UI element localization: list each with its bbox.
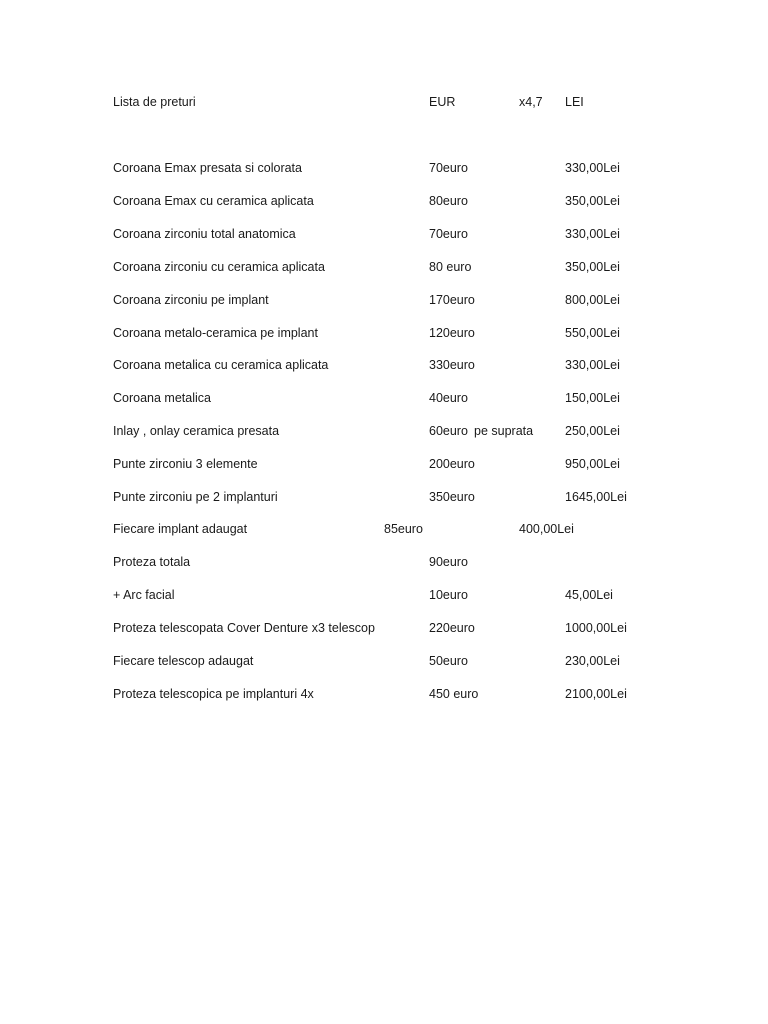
item-price-eur: 70euro [429, 227, 468, 241]
item-price-lei: 950,00Lei [565, 457, 620, 471]
item-name: Punte zirconiu pe 2 implanturi [113, 490, 278, 504]
item-price-eur: 40euro [429, 391, 468, 405]
item-price-eur: 90euro [429, 555, 468, 569]
item-price-eur: 170euro [429, 293, 475, 307]
item-price-lei: 1645,00Lei [565, 490, 627, 504]
item-name: Coroana metalica [113, 391, 211, 405]
item-price-lei: 1000,00Lei [565, 621, 627, 635]
item-price-eur: 330euro [429, 358, 475, 372]
item-name: Proteza totala [113, 555, 191, 569]
price-row [0, 553, 768, 571]
item-price-eur: 80 euro [429, 260, 472, 274]
item-price-lei: 330,00Lei [565, 161, 620, 175]
item-price-eur: 80euro [429, 194, 468, 208]
item-name: Coroana zirconiu total anatomica [113, 227, 296, 241]
item-name: Coroana metalica cu ceramica aplicata [113, 358, 329, 372]
price-row [0, 324, 768, 342]
item-name: Coroana Emax cu ceramica aplicata [113, 194, 314, 208]
item-name: Coroana zirconiu cu ceramica aplicata [113, 260, 325, 274]
price-row [0, 258, 768, 276]
item-price-lei: 330,00Lei [565, 358, 620, 372]
item-price-lei: 250,00Lei [565, 424, 620, 438]
item-name: Coroana metalo-ceramica pe implant [113, 326, 318, 340]
item-price-eur: 50euro [429, 654, 468, 668]
item-name: Coroana zirconiu pe implant [113, 293, 269, 307]
item-name: Inlay , onlay ceramica presata [113, 424, 280, 438]
price-row [0, 619, 768, 637]
price-row [0, 685, 768, 703]
item-price-eur: 200euro [429, 457, 475, 471]
item-price-eur: 350euro [429, 490, 475, 504]
price-row [0, 652, 768, 670]
item-name: Fiecare telescop adaugat [113, 654, 254, 668]
item-price-lei: 330,00Lei [565, 227, 620, 241]
eur-column-header: EUR [429, 95, 456, 109]
exchange-multiplier: x4,7 [519, 95, 543, 109]
price-row [0, 488, 768, 506]
price-list-title: Lista de preturi [113, 95, 196, 109]
price-row [0, 159, 768, 177]
price-row [0, 422, 768, 440]
price-row [0, 455, 768, 473]
header-row [0, 93, 768, 111]
item-price-lei: 230,00Lei [565, 654, 620, 668]
item-name: Proteza telescopica pe implanturi 4x [113, 687, 314, 701]
item-price-lei: 550,00Lei [565, 326, 620, 340]
item-price-eur: 450 euro [429, 687, 479, 701]
item-price-lei: 400,00Lei [519, 522, 574, 536]
item-note: pe suprata [474, 424, 534, 438]
item-name: Coroana Emax presata si colorata [113, 161, 302, 175]
price-row [0, 291, 768, 309]
item-name: + Arc facial [113, 588, 175, 602]
price-row [0, 586, 768, 604]
price-row [0, 389, 768, 407]
price-row [0, 225, 768, 243]
item-price-lei: 800,00Lei [565, 293, 620, 307]
item-price-eur: 85euro [384, 522, 423, 536]
item-price-lei: 45,00Lei [565, 588, 613, 602]
item-price-lei: 150,00Lei [565, 391, 620, 405]
item-price-eur: 60euro [429, 424, 468, 438]
item-price-eur: 10euro [429, 588, 468, 602]
price-row [0, 356, 768, 374]
item-name: Fiecare implant adaugat [113, 522, 248, 536]
lei-column-header: LEI [565, 95, 584, 109]
price-row [0, 520, 768, 538]
item-price-eur: 220euro [429, 621, 475, 635]
price-row [0, 192, 768, 210]
item-price-eur: 70euro [429, 161, 468, 175]
item-price-eur: 120euro [429, 326, 475, 340]
item-price-lei: 2100,00Lei [565, 687, 627, 701]
item-name: Proteza telescopata Cover Denture x3 telescop [113, 621, 375, 635]
item-price-lei: 350,00Lei [565, 260, 620, 274]
item-name: Punte zirconiu 3 elemente [113, 457, 258, 471]
item-price-lei: 350,00Lei [565, 194, 620, 208]
